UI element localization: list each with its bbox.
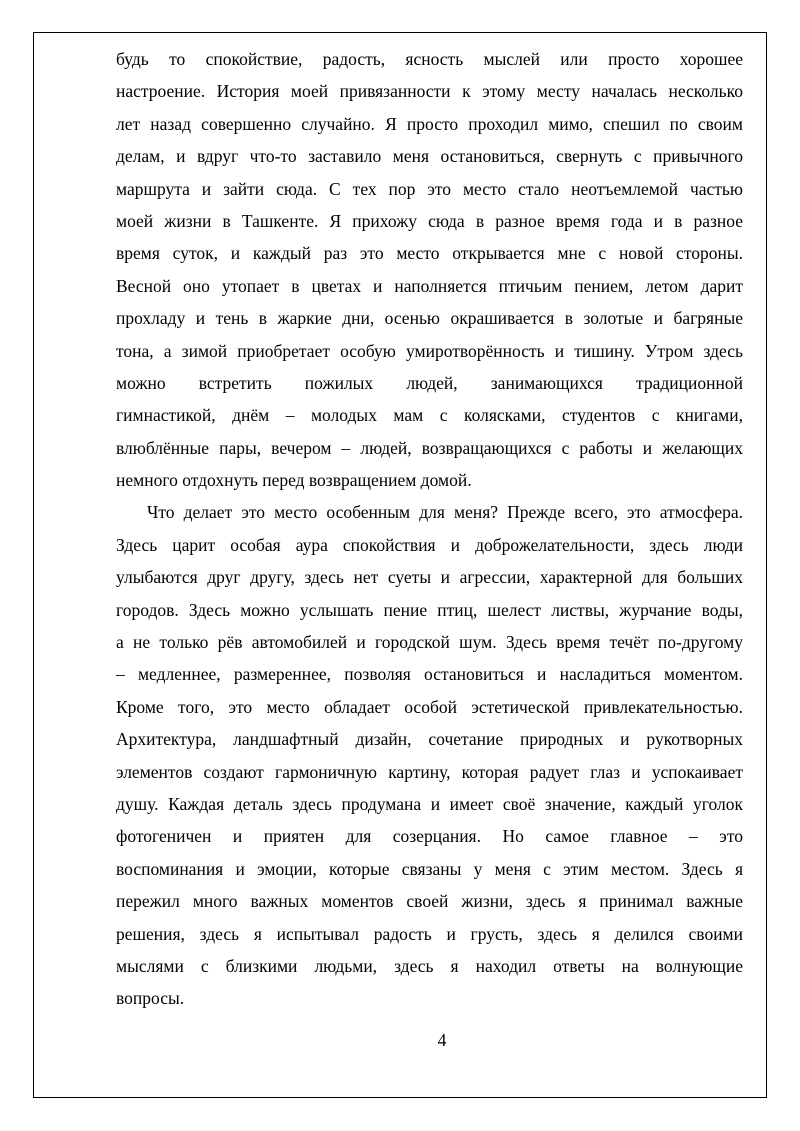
text-line: будь то спокойствие, радость, ясность мыслей или просто хорошее (116, 49, 743, 69)
text-line: улыбаются друг другу, здесь нет суеты и агрессии, характерной для больших (116, 567, 743, 588)
text-line: прохладу и тень в жаркие дни, осенью окрашивается в золотые и багряные (116, 308, 743, 329)
text-line: маршрута и зайти сюда. С тех пор это место стало неотъемлемой частью (116, 178, 743, 199)
text-line: тона, а зимой приобретает особую умиротворённость и тишину. Утром здесь (116, 340, 743, 361)
text-line: Весной оно утопает в цветах и наполняется птичьим пением, летом дарит (116, 275, 743, 296)
text-line: делам, и вдруг что-то заставило меня остановиться, свернуть с привычного (116, 146, 743, 167)
text-line: а не только рёв автомобилей и городской шум. Здесь время течёт по-другому (116, 632, 743, 653)
document-body (116, 43, 743, 1015)
text-line: Что делает это место особенным для меня? Прежде всего, это атмосфера. (147, 502, 743, 523)
text-line: влюблённые пары, вечером – людей, возвращающихся с работы и желающих (116, 437, 743, 458)
text-line: мыслями с близкими людьми, здесь я находил ответы на волнующие (116, 955, 743, 976)
text-line: элементов создают гармоничную картину, которая радует глаз и успокаивает (116, 761, 743, 782)
text-line: немного отдохнуть перед возвращением домой. (116, 470, 472, 491)
text-line: Здесь царит особая аура спокойствия и доброжелательности, здесь люди (116, 534, 743, 555)
paragraph-1 (116, 43, 743, 496)
text-line: пережил много важных моментов своей жизни, здесь я принимал важные (116, 891, 743, 912)
text-line: моей жизни в Ташкенте. Я прихожу сюда в разное время года и в разное (116, 210, 743, 231)
text-line: Кроме того, это место обладает особой эстетической привлекательностью. (116, 696, 743, 717)
text-line: воспоминания и эмоции, которые связаны у меня с этим местом. Здесь я (116, 858, 743, 879)
paragraph-2 (116, 496, 743, 1014)
text-line: можно встретить пожилых людей, занимающихся традиционной (116, 372, 743, 393)
text-line: – медленнее, размереннее, позволяя остановиться и насладиться моментом. (116, 664, 743, 685)
text-line: лет назад совершенно случайно. Я просто проходил мимо, спешил по своим (116, 113, 743, 134)
text-line: настроение. История моей привязанности к этому месту началась несколько (116, 81, 743, 102)
text-line: время суток, и каждый раз это место открывается мне с новой стороны. (116, 243, 743, 264)
text-line: фотогеничен и приятен для созерцания. Но самое главное – это (116, 826, 743, 847)
text-line: городов. Здесь можно услышать пение птиц, шелест листвы, журчание воды, (116, 599, 743, 620)
text-line: решения, здесь я испытывал радость и грусть, здесь я делился своими (116, 923, 743, 944)
text-line: вопросы. (116, 988, 185, 1009)
text-line: Архитектура, ландшафтный дизайн, сочетание природных и рукотворных (116, 729, 743, 750)
page-number: 4 (437, 1030, 447, 1050)
text-line: душу. Каждая деталь здесь продумана и имеет своё значение, каждый уголок (116, 793, 743, 814)
text-line: гимнастикой, днём – молодых мам с колясками, студентов с книгами, (116, 405, 743, 426)
